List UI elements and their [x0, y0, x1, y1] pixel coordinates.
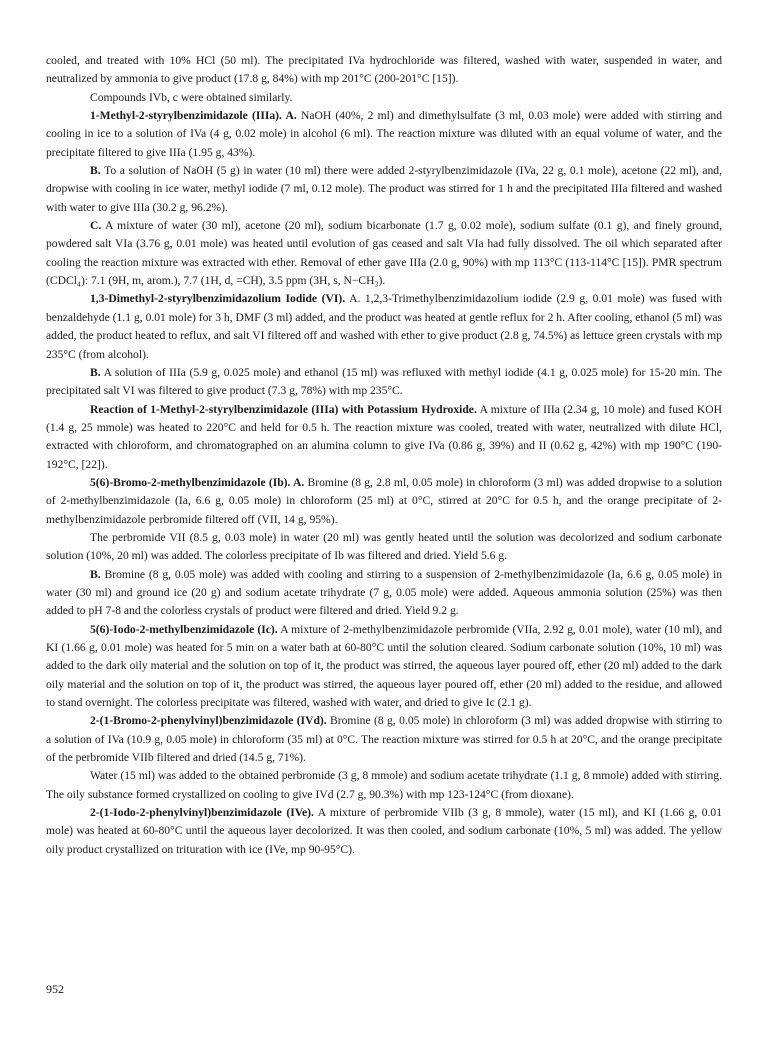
compound-heading: 1-Methyl-2-styrylbenzimidazole (IIIa). A. [90, 109, 297, 123]
paragraph-4: B. To a solution of NaOH (5 g) in water (10 ml) there were added 2-styrylbenzimidazole (IVa, 22 g, 0.1 mole), acetone (22 ml), and, dropwise with cooling in ice water, methyl iodide (7 ml, 0.12 mole). The product was stirred for 1 h and the precipitated IIIa filtered and washed with water to give IIIa (30.2 g, 96.2%). [46, 164, 722, 214]
paragraph-2: Compounds IVb, c were obtained similarly. [90, 90, 293, 104]
paragraph-5: C. A mixture of water (30 ml), acetone (20 ml), sodium bicarbonate (1.7 g, 0.02 mole), sodium sulfate (0.1 g), and finely ground, powdered salt VIa (3.76 g, 0.01 mole) was heated until evolution of gas ceased and salt VIa had fully dissolved. The oil which separated after cooling the reaction mixture was extracted with ether. Removal of ether gave IIIa (2.0 g, 90%) with mp 113°C (113-114°C [15]). PMR spectrum (CDCl₄): 7.1 (9H, m, arom.), 7.7 (1H, d, =CH), 3.5 ppm (3H, s, N−CH₃). [46, 219, 722, 288]
paragraph-12: 5(6)-Iodo-2-methylbenzimidazole (Ic). A mixture of 2-methylbenzimidazole perbromide (VIIa, 2.92 g, 0.01 mole), water (10 ml), and KI (1.66 g, 0.01 mole) was heated for 5 min on a water bath at 60-80°C until the solution cleared. Sodium carbonate solution (10%, 10 ml) was added to the dark oily material and the solution on top of it, the product was stirred, the aqueous layer poured off, ether (20 ml) added to the dark oily material and the solution on top of it, the product was stirred, the aqueous layer poured off, ether (20 ml) added to the residue, and allowed to stand overnight. The colorless precipitate was filtered, washed with water, and dried to give Ic (2.1 g). [46, 622, 723, 710]
paragraph-6: 1,3-Dimethyl-2-styrylbenzimidazolium Iodide (VI). A. 1,2,3-Trimethylbenzimidazolium iodide (2.9 g, 0.01 mole) was fused with benzaldehyde (1.1 g, 0.01 mole) for 3 h, DMF (3 ml) added, and the product was heated at gentle reflux for 2 h. After cooling, ethanol (5 ml) was added, the product heated to reflux, and salt VI filtered off and washed with ether to give product (2.8 g, 74.5%) as lettuce green crystals with mp 235°C (from alcohol). [46, 292, 722, 361]
paragraph-15: 2-(1-Iodo-2-phenylvinyl)benzimidazole (IVe). A mixture of perbromide VIIb (3 g, 8 mmole), water (15 ml), and KI (1.66 g, 0.01 mole) was heated at 60-80°C until the aqueous layer decolorized. It was then cooled, and sodium carbonate (10%, 5 ml) was added. The yellow oily product crystallized on trituration with ice (IVe, mp 90-95°C). [46, 806, 722, 856]
compound-heading: 5(6)-Bromo-2-methylbenzimidazole (Ib). A. [90, 475, 305, 489]
method-label: B. [90, 164, 101, 178]
compound-heading: 2-(1-Iodo-2-phenylvinyl)benzimidazole (IVe). [90, 806, 314, 820]
method-label: B. [90, 567, 101, 581]
paragraph-1: cooled, and treated with 10% HCl (50 ml). The precipitated IVa hydrochloride was filtered, washed with water, suspended in water, and neutralized by ammonia to give product (17.8 g, 84%) with mp 201°C (200-201°C [15]). [46, 54, 722, 86]
paragraph-14: Water (15 ml) was added to the obtained perbromide (3 g, 8 mmole) and sodium acetate trihydrate (1.1 g, 8 mmole) added with stirring. The oily substance formed crystallized on cooling to give IVd (2.7 g, 90.3%) with mp 123-124°C (from dioxane). [46, 769, 722, 801]
page-number: 952 [46, 982, 64, 996]
paragraph-10: The perbromide VII (8.5 g, 0.03 mole) in water (20 ml) was gently heated until the solution was decolorized and sodium carbonate solution (10%, 20 ml) was added. The colorless precipitate of Ib was filtered and dried. Yield 5.6 g. [46, 530, 722, 563]
page-body [46, 52, 722, 859]
compound-heading: Reaction of 1-Methyl-2-styrylbenzimidazole (IIIa) with Potassium Hydroxide. [90, 402, 477, 416]
paragraph-9: 5(6)-Bromo-2-methylbenzimidazole (Ib). A. Bromine (8 g, 2.8 ml, 0.05 mole) in chloroform (3 ml) was added dropwise to a solution of 2-methylbenzimidazole (Ia, 6.6 g, 0.05 mole) in chloroform (25 ml) at 0°C, stirred at 20°C for 0.5 h, and the orange precipitate of 2-methylbenzimidazole perbromide filtered off (VII, 14 g, 95%). [46, 475, 722, 526]
paragraph-8: Reaction of 1-Methyl-2-styrylbenzimidazole (IIIa) with Potassium Hydroxide. A mixture of IIIa (2.34 g, 10 mole) and fused KOH (1.4 g, 25 mmole) was heated to 220°C and held for 0.5 h. The reaction mixture was cooled, treated with water, neutralized with dilute HCl, extracted with chloroform, and chromatographed on an alumina column to give IVa (0.86 g, 39%) and II (0.62 g, 42%) with mp 190°C (190-192°C, [22]). [46, 402, 723, 471]
paragraph-3: 1-Methyl-2-styrylbenzimidazole (IIIa). A. NaOH (40%, 2 ml) and dimethylsulfate (3 ml, 0.03 mole) were added with stirring and cooling in ice to a solution of IVa (4 g, 0.02 mole) in alcohol (6 ml). The reaction mixture was diluted with an equal volume of water, and the precipitate filtered to give IIIa (1.95 g, 43%). [46, 109, 723, 159]
paragraph-11: B. Bromine (8 g, 0.05 mole) was added with cooling and stirring to a suspension of 2-methylbenzimidazole (Ia, 6.6 g, 0.05 mole) in water (30 ml) and ground ice (20 g) and sodium acetate trihydrate (7 g, 0.05 mole) were added. Aqueous ammonia solution (25%) was then added to pH 7-8 and the colorless crystals of product were filtered and dried. Yield 9.2 g. [46, 567, 722, 618]
paragraph-7: B. A solution of IIIa (5.9 g, 0.025 mole) and ethanol (15 ml) was refluxed with methyl iodide (4.1 g, 0.025 mole) for 15-20 min. The precipitated salt VI was filtered to give product (7.3 g, 78%) with mp 235°C. [46, 365, 722, 398]
compound-heading: 2-(1-Bromo-2-phenylvinyl)benzimidazole (IVd). [90, 714, 327, 728]
method-label: C. [90, 219, 102, 233]
compound-heading: 1,3-Dimethyl-2-styrylbenzimidazolium Iodide (VI). [90, 292, 346, 306]
compound-heading: 5(6)-Iodo-2-methylbenzimidazole (Ic). [90, 622, 278, 636]
method-label: B. [90, 365, 101, 379]
paragraph-13: 2-(1-Bromo-2-phenylvinyl)benzimidazole (IVd). Bromine (8 g, 0.05 mole) in chloroform (3 ml) was added dropwise with stirring to a solution of IVa (10.9 g, 0.05 mole) in chloroform (35 ml) at 0°C. The reaction mixture was stirred for 0.5 h at 20°C, and the orange precipitate of the perbromide VIIb filtered and dried (14.5 g, 71%). [46, 714, 722, 765]
